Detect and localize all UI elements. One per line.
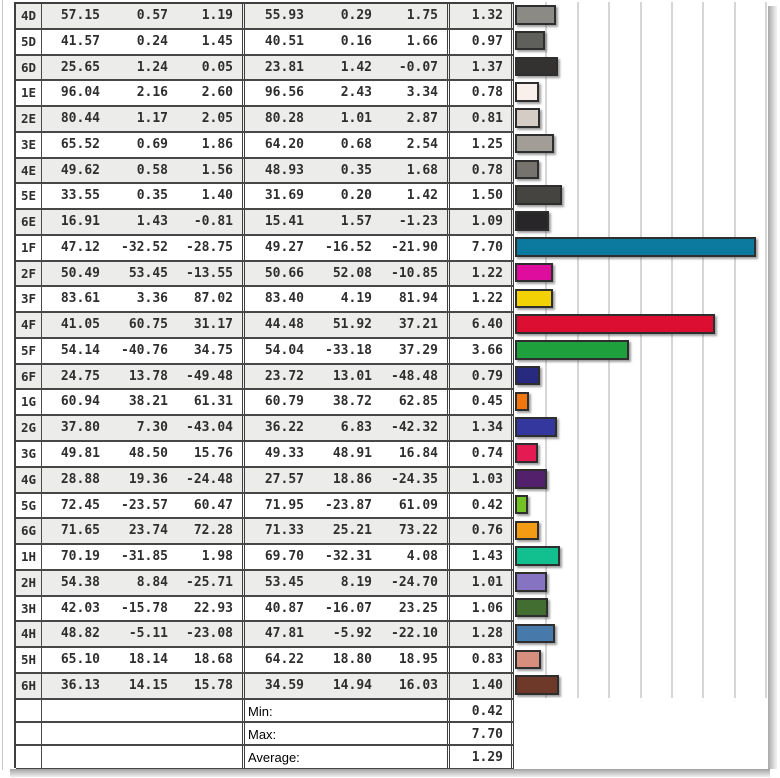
max-label: Max: xyxy=(245,723,450,744)
de-bar-4E xyxy=(515,160,539,180)
table-row xyxy=(16,56,514,82)
measured-b: 16.84 xyxy=(381,442,450,466)
panel-bottom-shadow xyxy=(10,769,770,777)
measured-l: 23.81 xyxy=(264,59,304,75)
target-l: 80.44 xyxy=(60,111,100,127)
patch-id: 6D xyxy=(16,56,42,80)
target-a: 8.84 xyxy=(136,574,168,590)
measured-b: -48.48 xyxy=(381,365,450,389)
table-row xyxy=(16,133,514,159)
target-b: 1.98 xyxy=(177,545,245,569)
measured-l: 60.79 xyxy=(264,394,304,410)
target-b: 2.60 xyxy=(177,81,245,105)
gridline xyxy=(640,2,642,698)
target-l: 49.81 xyxy=(60,446,100,462)
de-bar-1H xyxy=(515,546,560,566)
summary-empty-group-cell xyxy=(42,723,245,744)
delta-e: 1.22 xyxy=(450,287,514,311)
de-bar-3H xyxy=(515,598,548,618)
measured-a: 4.19 xyxy=(340,291,372,307)
measured-b: -21.90 xyxy=(381,236,450,260)
de-bar-5E xyxy=(515,185,562,205)
target-a: -31.85 xyxy=(121,549,168,565)
table-row xyxy=(16,313,514,339)
measured-b: -24.35 xyxy=(381,468,450,492)
delta-e: 1.50 xyxy=(450,184,514,208)
table-row xyxy=(16,519,514,545)
measured-a: -33.18 xyxy=(325,342,372,358)
measured-b: 37.21 xyxy=(381,313,450,337)
target-a: 53.45 xyxy=(128,265,168,281)
target-b: 18.68 xyxy=(177,648,245,672)
delta-e: 7.70 xyxy=(450,236,514,260)
measured-b: 37.29 xyxy=(381,339,450,363)
min-label: Min: xyxy=(245,700,450,721)
delta-e: 1.01 xyxy=(450,571,514,595)
delta-e: 1.40 xyxy=(450,674,514,698)
measured-b: 23.25 xyxy=(381,597,450,621)
gridline xyxy=(734,2,736,698)
delta-e: 0.97 xyxy=(450,30,514,54)
delta-e: 1.32 xyxy=(450,4,514,28)
measured-a: 14.94 xyxy=(332,677,372,693)
target-l: 48.82 xyxy=(60,626,100,642)
patch-id: 6E xyxy=(16,210,42,234)
target-b: 2.05 xyxy=(177,107,245,131)
summary-empty-label-cell xyxy=(16,700,42,721)
measured-a: -16.52 xyxy=(325,239,372,255)
target-l: 60.94 xyxy=(60,394,100,410)
patch-id: 3G xyxy=(16,442,42,466)
measured-b: 81.94 xyxy=(381,287,450,311)
table-row xyxy=(16,416,514,442)
de-bar-2E xyxy=(515,108,540,128)
target-b: -28.75 xyxy=(177,236,245,260)
measured-a: 13.01 xyxy=(332,368,372,384)
target-a: 13.78 xyxy=(128,368,168,384)
measured-l: 49.33 xyxy=(264,446,304,462)
target-b: 15.78 xyxy=(177,674,245,698)
target-a: 3.36 xyxy=(136,291,168,307)
min-value: 0.42 xyxy=(450,700,514,721)
table-row xyxy=(16,648,514,674)
delta-e: 6.40 xyxy=(450,313,514,337)
table-row xyxy=(16,674,514,700)
de-bar-1E xyxy=(515,82,539,102)
measured-b: 1.42 xyxy=(381,184,450,208)
delta-e: 0.78 xyxy=(450,81,514,105)
patch-measurement-table xyxy=(14,2,514,768)
delta-e: 0.83 xyxy=(450,648,514,672)
measured-b: -24.70 xyxy=(381,571,450,595)
measured-l: 83.40 xyxy=(264,291,304,307)
measured-a: -16.07 xyxy=(325,600,372,616)
average-label: Average: xyxy=(245,746,450,767)
table-row xyxy=(16,571,514,597)
delta-e: 0.78 xyxy=(450,159,514,183)
average-value: 1.29 xyxy=(450,746,514,767)
measured-l: 71.95 xyxy=(264,497,304,513)
target-b: 1.45 xyxy=(177,30,245,54)
target-b: -25.71 xyxy=(177,571,245,595)
patch-id: 6F xyxy=(16,365,42,389)
target-a: 0.57 xyxy=(136,8,168,23)
summary-right-blank-area xyxy=(515,698,768,768)
summary-row-max xyxy=(16,723,514,746)
measured-a: -5.92 xyxy=(332,626,372,642)
measured-l: 69.70 xyxy=(264,549,304,565)
de-bar-3F xyxy=(515,289,553,309)
target-a: -23.57 xyxy=(121,497,168,513)
target-b: 1.19 xyxy=(177,4,245,28)
summary-empty-label-cell xyxy=(16,723,42,744)
target-l: 41.05 xyxy=(60,317,100,333)
patch-id: 5E xyxy=(16,184,42,208)
patch-id: 1H xyxy=(16,545,42,569)
target-b: -49.48 xyxy=(177,365,245,389)
table-row xyxy=(16,184,514,210)
measured-l: 15.41 xyxy=(264,214,304,230)
target-a: 1.24 xyxy=(136,59,168,75)
de-bar-1F xyxy=(515,237,756,257)
target-a: 0.58 xyxy=(136,162,168,178)
target-l: 70.19 xyxy=(60,549,100,565)
de-bar-5G xyxy=(515,495,528,515)
target-a: -32.52 xyxy=(121,239,168,255)
delta-e: 0.81 xyxy=(450,107,514,131)
delta-e: 3.66 xyxy=(450,339,514,363)
delta-e: 1.22 xyxy=(450,262,514,286)
measured-l: 64.20 xyxy=(264,136,304,152)
target-a: 1.17 xyxy=(136,111,168,127)
gridline xyxy=(702,2,704,698)
patch-id: 3E xyxy=(16,133,42,157)
target-l: 41.57 xyxy=(60,33,100,49)
target-b: 34.75 xyxy=(177,339,245,363)
measured-l: 55.93 xyxy=(264,8,304,23)
delta-e: 0.79 xyxy=(450,365,514,389)
panel-right-shadow xyxy=(768,6,777,769)
target-b: 22.93 xyxy=(177,597,245,621)
measured-l: 40.87 xyxy=(264,600,304,616)
measured-b: -22.10 xyxy=(381,622,450,646)
target-b: 60.47 xyxy=(177,494,245,518)
table-row xyxy=(16,287,514,313)
patch-id: 2F xyxy=(16,262,42,286)
target-l: 50.49 xyxy=(60,265,100,281)
measured-a: 0.35 xyxy=(340,162,372,178)
patch-id: 2G xyxy=(16,416,42,440)
measured-a: 1.57 xyxy=(340,214,372,230)
patch-id: 2E xyxy=(16,107,42,131)
target-a: 1.43 xyxy=(136,214,168,230)
delta-e: 1.34 xyxy=(450,416,514,440)
target-l: 28.88 xyxy=(60,471,100,487)
patch-id: 5D xyxy=(16,30,42,54)
table-row xyxy=(16,597,514,623)
de-bar-2G xyxy=(515,417,557,437)
target-l: 72.45 xyxy=(60,497,100,513)
measured-l: 54.04 xyxy=(264,342,304,358)
measured-a: 2.43 xyxy=(340,85,372,101)
measured-a: -32.31 xyxy=(325,549,372,565)
measured-b: -42.32 xyxy=(381,416,450,440)
measured-l: 48.93 xyxy=(264,162,304,178)
measured-a: 48.91 xyxy=(332,446,372,462)
measured-l: 36.22 xyxy=(264,420,304,436)
target-l: 83.61 xyxy=(60,291,100,307)
target-b: -43.04 xyxy=(177,416,245,440)
measured-b: 4.08 xyxy=(381,545,450,569)
de-bar-6G xyxy=(515,521,539,541)
measured-b: -10.85 xyxy=(381,262,450,286)
de-bar-3E xyxy=(515,134,554,154)
delta-e: 0.74 xyxy=(450,442,514,466)
table-row xyxy=(16,107,514,133)
measured-l: 64.22 xyxy=(264,652,304,668)
target-l: 57.15 xyxy=(60,8,100,23)
measured-b: 2.54 xyxy=(381,133,450,157)
window-edge-line xyxy=(2,0,3,770)
patch-id: 5G xyxy=(16,494,42,518)
target-a: -40.76 xyxy=(121,342,168,358)
measured-l: 53.45 xyxy=(264,574,304,590)
target-l: 49.62 xyxy=(60,162,100,178)
delta-e: 1.37 xyxy=(450,56,514,80)
target-a: 0.35 xyxy=(136,188,168,204)
patch-id: 6H xyxy=(16,674,42,698)
patch-id: 4D xyxy=(16,4,42,28)
target-a: 38.21 xyxy=(128,394,168,410)
measured-a: 0.20 xyxy=(340,188,372,204)
summary-empty-group-cell xyxy=(42,700,245,721)
de-bar-4G xyxy=(515,469,547,489)
target-l: 54.38 xyxy=(60,574,100,590)
table-row xyxy=(16,339,514,365)
table-row xyxy=(16,262,514,288)
target-a: 0.24 xyxy=(136,33,168,49)
target-a: -15.78 xyxy=(121,600,168,616)
summary-empty-label-cell xyxy=(16,746,42,767)
measured-b: 62.85 xyxy=(381,390,450,414)
patch-id: 1G xyxy=(16,390,42,414)
measured-b: 1.75 xyxy=(381,4,450,28)
gridline xyxy=(671,2,673,698)
target-b: 31.17 xyxy=(177,313,245,337)
measured-l: 44.48 xyxy=(264,317,304,333)
delta-e-bar-chart xyxy=(515,2,768,698)
target-l: 65.52 xyxy=(60,136,100,152)
target-b: -23.08 xyxy=(177,622,245,646)
table-row xyxy=(16,622,514,648)
table-rows-container xyxy=(16,4,514,700)
measured-l: 96.56 xyxy=(264,85,304,101)
delta-e: 0.45 xyxy=(450,390,514,414)
measured-b: -1.23 xyxy=(381,210,450,234)
table-row xyxy=(16,159,514,185)
de-bar-1G xyxy=(515,392,529,412)
target-a: 19.36 xyxy=(128,471,168,487)
measured-a: 52.08 xyxy=(332,265,372,281)
target-b: 15.76 xyxy=(177,442,245,466)
target-a: 14.15 xyxy=(128,677,168,693)
target-a: 7.30 xyxy=(136,420,168,436)
de-bar-2F xyxy=(515,263,553,283)
target-l: 96.04 xyxy=(60,85,100,101)
patch-id: 5H xyxy=(16,648,42,672)
target-l: 47.12 xyxy=(60,239,100,255)
table-row xyxy=(16,4,514,30)
table-row xyxy=(16,365,514,391)
delta-e: 0.76 xyxy=(450,519,514,543)
table-row xyxy=(16,390,514,416)
table-row xyxy=(16,468,514,494)
target-b: -0.81 xyxy=(177,210,245,234)
patch-id: 4G xyxy=(16,468,42,492)
target-a: 18.14 xyxy=(128,652,168,668)
de-bar-5F xyxy=(515,340,629,360)
target-a: 2.16 xyxy=(136,85,168,101)
de-bar-3G xyxy=(515,443,538,463)
patch-id: 4H xyxy=(16,622,42,646)
target-a: 0.69 xyxy=(136,136,168,152)
target-l: 65.10 xyxy=(60,652,100,668)
delta-e: 1.28 xyxy=(450,622,514,646)
target-b: 1.40 xyxy=(177,184,245,208)
measured-l: 49.27 xyxy=(264,239,304,255)
patch-id: 2H xyxy=(16,571,42,595)
measured-b: 2.87 xyxy=(381,107,450,131)
target-l: 16.91 xyxy=(60,214,100,230)
gridline xyxy=(765,2,767,698)
table-row xyxy=(16,545,514,571)
measured-a: 0.16 xyxy=(340,33,372,49)
patch-id: 4F xyxy=(16,313,42,337)
measured-a: 1.01 xyxy=(340,111,372,127)
target-a: 60.75 xyxy=(128,317,168,333)
patch-id: 5F xyxy=(16,339,42,363)
delta-e: 1.25 xyxy=(450,133,514,157)
measured-l: 40.51 xyxy=(264,33,304,49)
de-bar-6F xyxy=(515,366,540,386)
summary-row-min xyxy=(16,700,514,723)
measured-b: 1.66 xyxy=(381,30,450,54)
measured-l: 34.59 xyxy=(264,677,304,693)
target-b: -24.48 xyxy=(177,468,245,492)
measured-b: 16.03 xyxy=(381,674,450,698)
patch-id: 1E xyxy=(16,81,42,105)
measured-b: 73.22 xyxy=(381,519,450,543)
target-l: 33.55 xyxy=(60,188,100,204)
target-b: -13.55 xyxy=(177,262,245,286)
target-l: 37.80 xyxy=(60,420,100,436)
patch-id: 6G xyxy=(16,519,42,543)
target-l: 36.13 xyxy=(60,677,100,693)
measured-l: 50.66 xyxy=(264,265,304,281)
measured-a: 51.92 xyxy=(332,317,372,333)
de-bar-4F xyxy=(515,314,715,334)
table-row xyxy=(16,442,514,468)
de-bar-5D xyxy=(515,31,545,51)
measured-a: 18.80 xyxy=(332,652,372,668)
table-row xyxy=(16,81,514,107)
target-a: 23.74 xyxy=(128,523,168,539)
patch-id: 1F xyxy=(16,236,42,260)
target-b: 61.31 xyxy=(177,390,245,414)
target-b: 87.02 xyxy=(177,287,245,311)
delta-e: 1.09 xyxy=(450,210,514,234)
patch-id: 3F xyxy=(16,287,42,311)
target-b: 1.56 xyxy=(177,159,245,183)
table-row xyxy=(16,210,514,236)
summary-row-average xyxy=(16,746,514,769)
de-bar-5H xyxy=(515,650,541,670)
measured-a: 0.68 xyxy=(340,136,372,152)
de-bar-6D xyxy=(515,57,558,77)
measured-l: 23.72 xyxy=(264,368,304,384)
target-a: -5.11 xyxy=(128,626,168,642)
measured-a: 6.83 xyxy=(340,420,372,436)
patch-id: 4E xyxy=(16,159,42,183)
delta-e: 1.03 xyxy=(450,468,514,492)
target-l: 42.03 xyxy=(60,600,100,616)
measured-b: -0.07 xyxy=(381,56,450,80)
measured-b: 1.68 xyxy=(381,159,450,183)
measured-a: 38.72 xyxy=(332,394,372,410)
max-value: 7.70 xyxy=(450,723,514,744)
summary-empty-group-cell xyxy=(42,746,245,767)
measured-b: 61.09 xyxy=(381,494,450,518)
measured-l: 80.28 xyxy=(264,111,304,127)
measured-l: 47.81 xyxy=(264,626,304,642)
measured-a: 8.19 xyxy=(340,574,372,590)
delta-e: 1.43 xyxy=(450,545,514,569)
table-row xyxy=(16,494,514,520)
de-bar-4H xyxy=(515,624,555,644)
measured-a: 18.86 xyxy=(332,471,372,487)
de-bar-6H xyxy=(515,675,559,695)
measured-l: 31.69 xyxy=(264,188,304,204)
de-bar-6E xyxy=(515,211,549,231)
table-row xyxy=(16,236,514,262)
target-a: 48.50 xyxy=(128,446,168,462)
measured-l: 71.33 xyxy=(264,523,304,539)
target-l: 54.14 xyxy=(60,342,100,358)
delta-e: 0.42 xyxy=(450,494,514,518)
target-b: 1.86 xyxy=(177,133,245,157)
measured-a: 0.29 xyxy=(340,8,372,23)
measured-a: -23.87 xyxy=(325,497,372,513)
table-row xyxy=(16,30,514,56)
measured-b: 3.34 xyxy=(381,81,450,105)
target-l: 24.75 xyxy=(60,368,100,384)
measured-a: 1.42 xyxy=(340,59,372,75)
target-b: 72.28 xyxy=(177,519,245,543)
de-bar-2H xyxy=(515,572,547,592)
target-l: 71.65 xyxy=(60,523,100,539)
target-l: 25.65 xyxy=(60,59,100,75)
target-b: 0.05 xyxy=(177,56,245,80)
delta-e: 1.06 xyxy=(450,597,514,621)
patch-id: 3H xyxy=(16,597,42,621)
measured-l: 27.57 xyxy=(264,471,304,487)
measured-a: 25.21 xyxy=(332,523,372,539)
measured-b: 18.95 xyxy=(381,648,450,672)
de-bar-4D xyxy=(515,5,556,25)
